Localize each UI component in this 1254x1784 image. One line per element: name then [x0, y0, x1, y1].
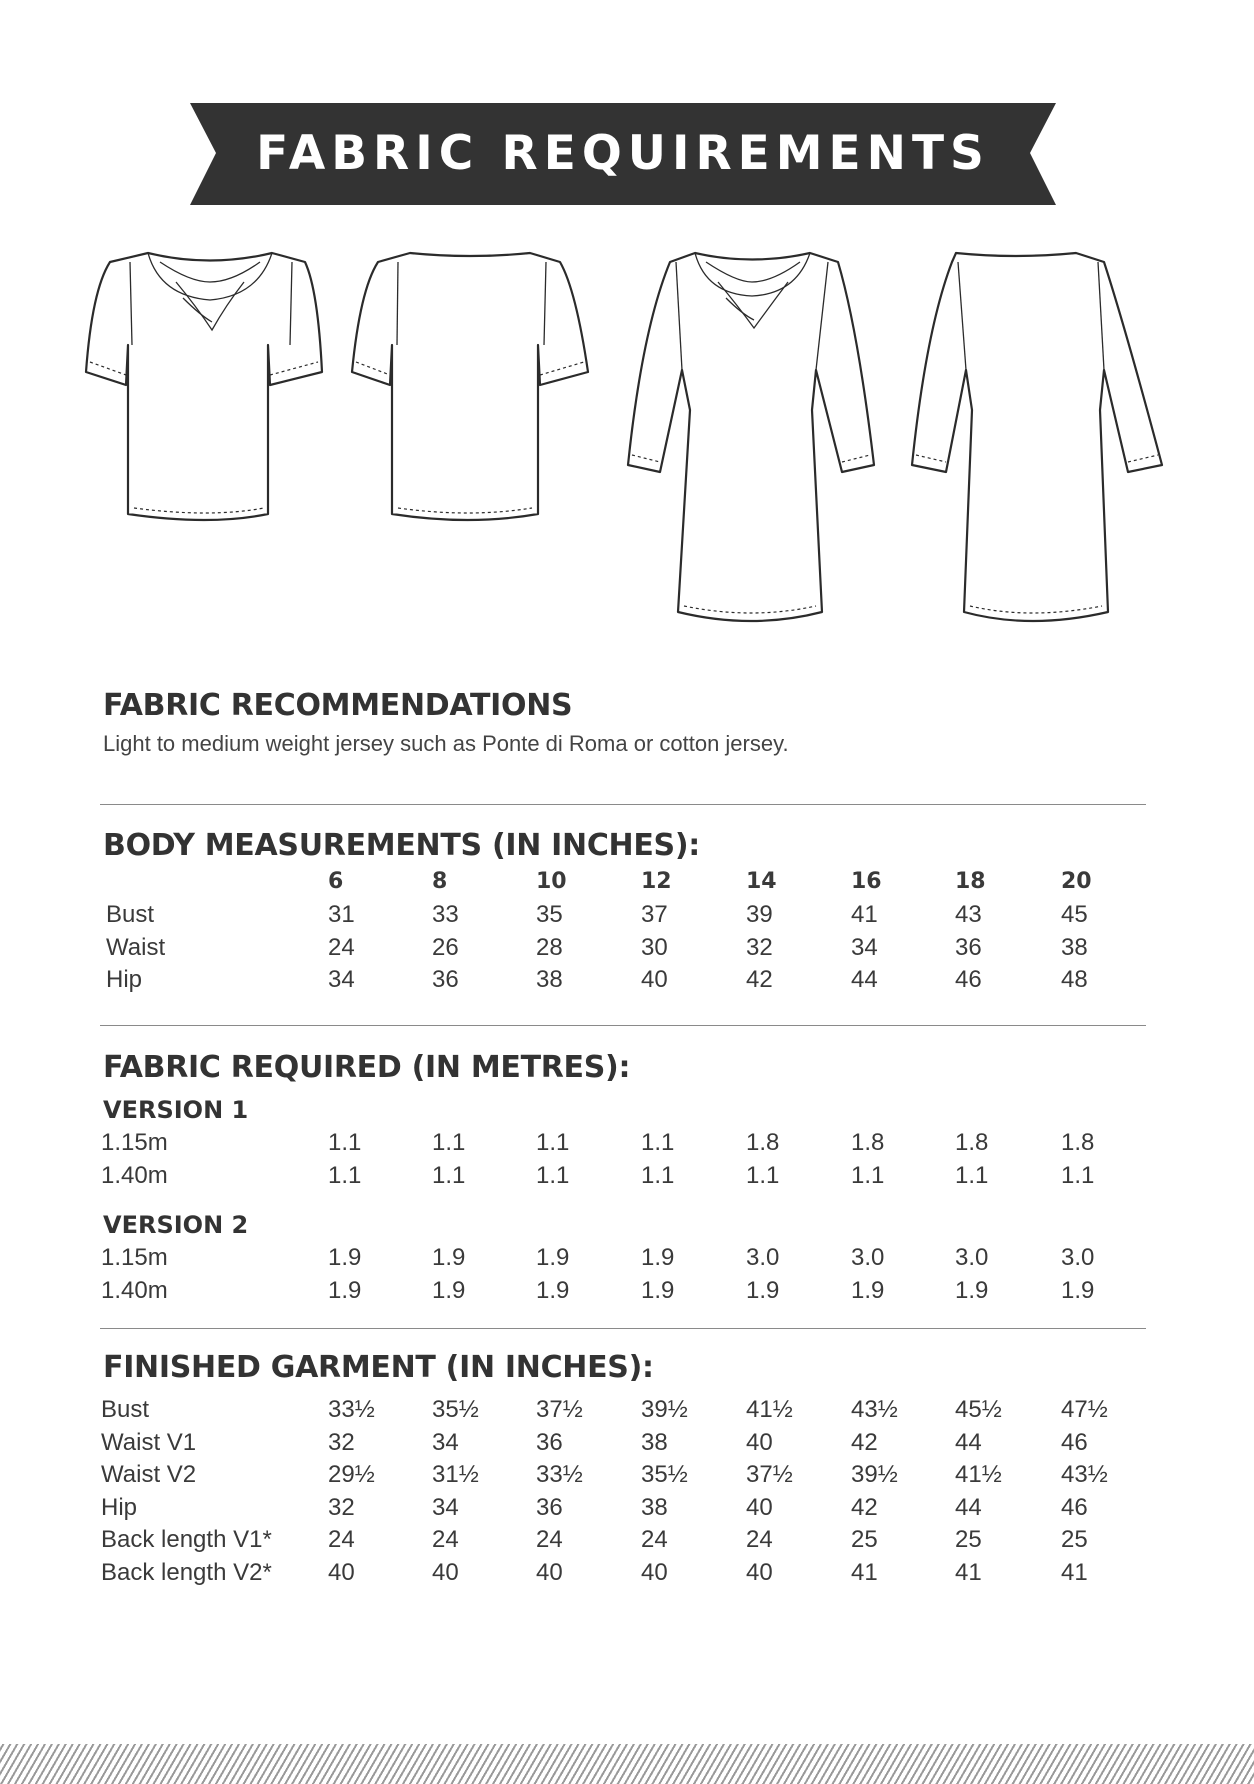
page-title: FABRIC REQUIREMENTS [256, 125, 990, 181]
table-cell: 37½ [746, 1461, 793, 1488]
table-cell: 3.0 [746, 1244, 780, 1271]
table-cell: 41½ [955, 1461, 1002, 1488]
table-cell: 40 [536, 1559, 563, 1586]
fabric-recommendations-heading: FABRIC RECOMMENDATIONS [103, 688, 573, 723]
table-cell: 1.9 [328, 1244, 362, 1271]
table-cell: 32 [328, 1429, 355, 1456]
top-front-illustration [86, 253, 322, 520]
table-cell: 3.0 [851, 1244, 885, 1271]
dress-back-illustration [912, 253, 1162, 621]
table-cell: 39½ [851, 1461, 898, 1488]
table-cell: 3.0 [955, 1244, 989, 1271]
table-cell: 1.8 [1061, 1129, 1095, 1156]
table-cell: 24 [641, 1526, 668, 1553]
table-cell: 43½ [851, 1396, 898, 1423]
table-cell: 1.1 [955, 1162, 989, 1189]
table-cell: 44 [955, 1429, 982, 1456]
row-label: Bust [106, 901, 155, 928]
size-header: 16 [851, 869, 882, 894]
table-cell: 48 [1061, 966, 1088, 993]
size-header: 18 [955, 869, 986, 894]
table-cell: 1.9 [536, 1244, 570, 1271]
table-cell: 25 [851, 1526, 878, 1553]
table-cell: 1.1 [432, 1162, 466, 1189]
table-cell: 38 [1061, 934, 1088, 961]
table-cell: 1.1 [1061, 1162, 1095, 1189]
table-cell: 45 [1061, 901, 1088, 928]
table-cell: 36 [432, 966, 459, 993]
table-cell: 41 [1061, 1559, 1088, 1586]
table-cell: 45½ [955, 1396, 1002, 1423]
table-cell: 32 [746, 934, 773, 961]
table-row [0, 1160, 1254, 1192]
table-cell: 34 [432, 1429, 459, 1456]
table-cell: 1.1 [328, 1162, 362, 1189]
table-cell: 24 [746, 1526, 773, 1553]
table-cell: 47½ [1061, 1396, 1108, 1423]
row-label: Waist [106, 934, 166, 961]
table-cell: 1.1 [432, 1129, 466, 1156]
table-row [0, 899, 1254, 931]
size-header: 14 [746, 869, 777, 894]
table-row [0, 1127, 1254, 1159]
table-cell: 1.9 [641, 1244, 675, 1271]
row-label: Waist V2 [101, 1461, 197, 1488]
table-cell: 30 [641, 934, 668, 961]
table-cell: 1.8 [955, 1129, 989, 1156]
table-cell: 44 [851, 966, 878, 993]
row-label: 1.15m [101, 1129, 168, 1156]
table-row [0, 1557, 1254, 1589]
row-label: Bust [101, 1396, 150, 1423]
table-cell: 28 [536, 934, 563, 961]
table-cell: 36 [955, 934, 982, 961]
table-cell: 37 [641, 901, 668, 928]
table-cell: 32 [328, 1494, 355, 1521]
table-cell: 33 [432, 901, 459, 928]
row-label: Back length V2* [101, 1559, 272, 1586]
row-label: Hip [106, 966, 143, 993]
table-row [0, 1427, 1254, 1459]
table-cell: 24 [328, 1526, 355, 1553]
table-row [0, 1275, 1254, 1307]
table-cell: 33½ [536, 1461, 583, 1488]
table-cell: 1.9 [432, 1244, 466, 1271]
body-measurements-heading: BODY MEASUREMENTS (IN INCHES): [103, 828, 700, 863]
table-cell: 43 [955, 901, 982, 928]
table-row [0, 964, 1254, 996]
table-cell: 34 [432, 1494, 459, 1521]
row-label: 1.40m [101, 1277, 168, 1304]
dress-front-illustration [628, 253, 874, 621]
version-1-heading: VERSION 1 [103, 1096, 249, 1124]
divider [100, 1328, 1146, 1329]
top-back-illustration [352, 253, 588, 520]
table-row [0, 1394, 1254, 1426]
size-header: 10 [536, 869, 567, 894]
table-cell: 1.9 [851, 1277, 885, 1304]
table-cell: 1.1 [536, 1129, 570, 1156]
table-row [0, 1242, 1254, 1274]
table-row [0, 1492, 1254, 1524]
table-cell: 1.9 [1061, 1277, 1095, 1304]
table-cell: 40 [746, 1494, 773, 1521]
table-cell: 35½ [432, 1396, 479, 1423]
table-cell: 39½ [641, 1396, 688, 1423]
table-row [0, 932, 1254, 964]
table-cell: 41 [955, 1559, 982, 1586]
table-cell: 41 [851, 901, 878, 928]
row-label: Back length V1* [101, 1526, 272, 1553]
table-cell: 38 [536, 966, 563, 993]
table-cell: 38 [641, 1494, 668, 1521]
table-cell: 24 [328, 934, 355, 961]
table-cell: 1.1 [328, 1129, 362, 1156]
table-cell: 1.1 [641, 1162, 675, 1189]
table-cell: 46 [1061, 1429, 1088, 1456]
table-cell: 37½ [536, 1396, 583, 1423]
divider [100, 804, 1146, 805]
table-cell: 46 [955, 966, 982, 993]
table-cell: 42 [746, 966, 773, 993]
table-cell: 25 [1061, 1526, 1088, 1553]
size-header: 12 [641, 869, 672, 894]
table-cell: 34 [328, 966, 355, 993]
row-label: 1.40m [101, 1162, 168, 1189]
table-cell: 41 [851, 1559, 878, 1586]
table-cell: 1.1 [746, 1162, 780, 1189]
size-header: 6 [328, 869, 344, 894]
table-cell: 1.8 [851, 1129, 885, 1156]
table-cell: 40 [746, 1429, 773, 1456]
garment-illustrations [0, 240, 1254, 640]
table-cell: 43½ [1061, 1461, 1108, 1488]
table-cell: 1.9 [328, 1277, 362, 1304]
table-cell: 24 [536, 1526, 563, 1553]
table-cell: 1.1 [641, 1129, 675, 1156]
fabric-required-heading: FABRIC REQUIRED (IN METRES): [103, 1050, 631, 1085]
row-label: 1.15m [101, 1244, 168, 1271]
table-cell: 1.1 [536, 1162, 570, 1189]
table-cell: 31 [328, 901, 355, 928]
table-cell: 38 [641, 1429, 668, 1456]
table-cell: 26 [432, 934, 459, 961]
size-header: 20 [1061, 869, 1092, 894]
table-cell: 1.9 [536, 1277, 570, 1304]
row-label: Hip [101, 1494, 138, 1521]
table-cell: 25 [955, 1526, 982, 1553]
table-cell: 40 [641, 1559, 668, 1586]
table-cell: 1.1 [851, 1162, 885, 1189]
table-cell: 1.9 [641, 1277, 675, 1304]
table-cell: 1.9 [746, 1277, 780, 1304]
table-cell: 33½ [328, 1396, 375, 1423]
table-cell: 1.8 [746, 1129, 780, 1156]
table-cell: 36 [536, 1429, 563, 1456]
size-header-row [0, 866, 1254, 898]
table-cell: 35½ [641, 1461, 688, 1488]
divider [100, 1025, 1146, 1026]
fabric-recommendations-text: Light to medium weight jersey such as Ponte di Roma or cotton jersey. [103, 731, 789, 756]
table-cell: 40 [432, 1559, 459, 1586]
table-cell: 46 [1061, 1494, 1088, 1521]
row-label: Waist V1 [101, 1429, 197, 1456]
table-cell: 40 [328, 1559, 355, 1586]
version-2-heading: VERSION 2 [103, 1211, 249, 1239]
table-cell: 40 [641, 966, 668, 993]
table-cell: 42 [851, 1494, 878, 1521]
table-cell: 40 [746, 1559, 773, 1586]
finished-garment-heading: FINISHED GARMENT (IN INCHES): [103, 1350, 654, 1385]
table-cell: 39 [746, 901, 773, 928]
table-cell: 36 [536, 1494, 563, 1521]
table-cell: 42 [851, 1429, 878, 1456]
size-header: 8 [432, 869, 448, 894]
table-cell: 1.9 [432, 1277, 466, 1304]
table-cell: 3.0 [1061, 1244, 1095, 1271]
table-cell: 35 [536, 901, 563, 928]
table-cell: 34 [851, 934, 878, 961]
table-row [0, 1459, 1254, 1491]
table-cell: 1.9 [955, 1277, 989, 1304]
table-row [0, 1524, 1254, 1556]
table-cell: 29½ [328, 1461, 375, 1488]
footer-hatch-pattern [0, 1744, 1254, 1784]
table-cell: 44 [955, 1494, 982, 1521]
table-cell: 41½ [746, 1396, 793, 1423]
table-cell: 24 [432, 1526, 459, 1553]
table-cell: 31½ [432, 1461, 479, 1488]
